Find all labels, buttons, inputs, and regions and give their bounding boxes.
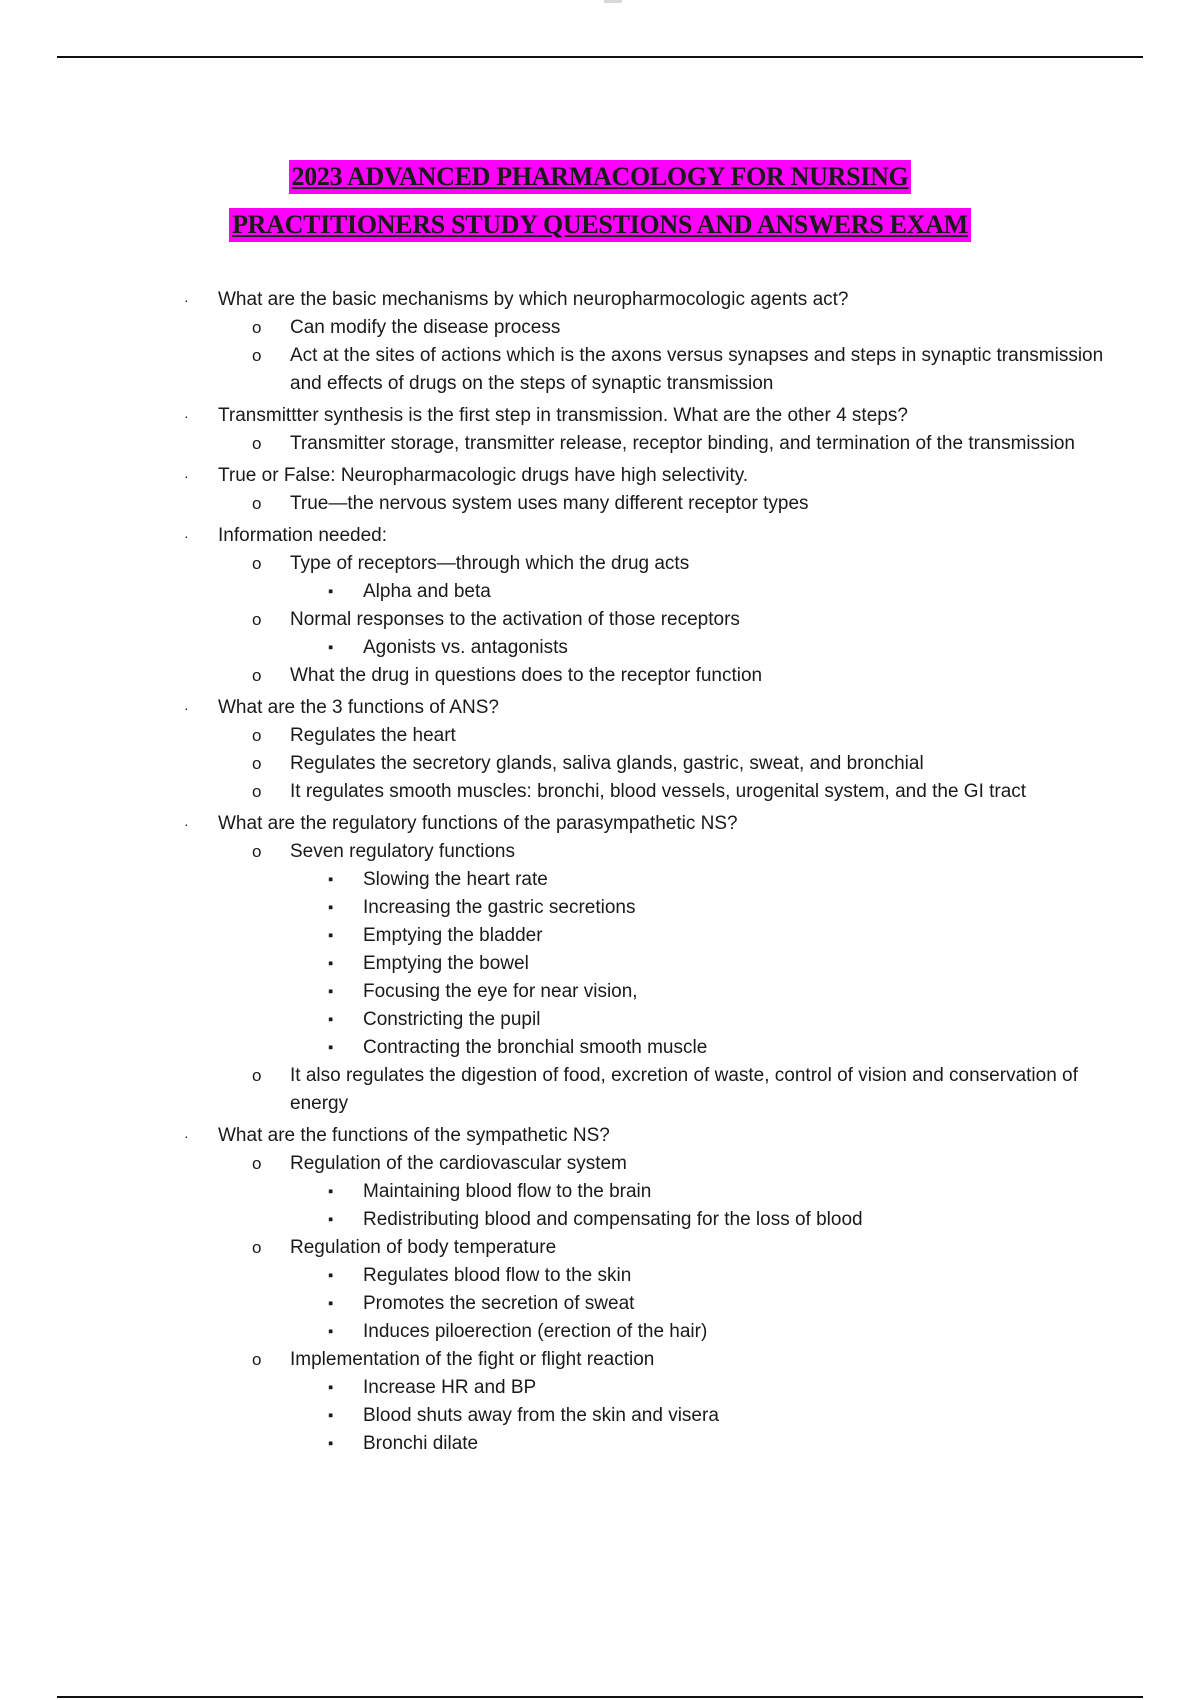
answer-item — [180, 1234, 1140, 1262]
answer-item — [180, 1062, 1140, 1118]
answer-text: Regulation of the cardiovascular system — [290, 1153, 627, 1174]
detail-text: Blood shuts away from the skin and visera — [363, 1405, 719, 1426]
answer-text: It also regulates the digestion of food, excretion of waste, control of vision and conservation of energy — [290, 1065, 1078, 1114]
square-bullet-icon: ▪ — [328, 1267, 334, 1284]
square-bullet-icon: ▪ — [328, 1407, 334, 1424]
question-item — [180, 1122, 1140, 1458]
square-bullet-icon: ▪ — [328, 1211, 334, 1228]
answer-text: Seven regulatory functions — [290, 841, 515, 862]
answer-text: Transmitter storage, transmitter release, receptor binding, and termination of the transmission — [290, 433, 1075, 454]
title-line-2: PRACTITIONERS STUDY QUESTIONS AND ANSWERS EXAM — [229, 208, 971, 242]
detail-text: Emptying the bowel — [363, 953, 529, 974]
square-bullet-icon: ▪ — [328, 927, 334, 944]
detail-text: Promotes the secretion of sweat — [363, 1293, 635, 1314]
answer-item — [180, 430, 1140, 458]
question-text: Information needed: — [218, 525, 388, 546]
answer-item — [180, 838, 1140, 866]
square-bullet-icon: ▪ — [328, 955, 334, 972]
circle-bullet-icon: o — [252, 1350, 262, 1369]
question-text: True or False: Neuropharmacologic drugs have high selectivity. — [218, 465, 749, 486]
detail-item — [180, 950, 1140, 978]
square-bullet-icon: ▪ — [328, 1183, 334, 1200]
answer-text: Can modify the disease process — [290, 317, 561, 338]
detail-text: Alpha and beta — [363, 581, 491, 602]
circle-bullet-icon: o — [252, 666, 262, 685]
circle-bullet-icon: o — [252, 782, 262, 801]
answer-text: Regulates the heart — [290, 725, 456, 746]
square-bullet-icon: ▪ — [328, 1011, 334, 1028]
circle-bullet-icon: o — [252, 1238, 262, 1257]
bullet-icon: · — [184, 700, 189, 716]
answer-item — [180, 490, 1140, 518]
detail-text: Induces piloerection (erection of the hair) — [363, 1321, 708, 1342]
answer-text: Normal responses to the activation of those receptors — [290, 609, 740, 630]
square-bullet-icon: ▪ — [328, 983, 334, 1000]
square-bullet-icon: ▪ — [328, 1039, 334, 1056]
detail-text: Emptying the bladder — [363, 925, 543, 946]
detail-item — [180, 894, 1140, 922]
detail-item — [180, 1318, 1140, 1346]
bullet-icon: · — [184, 408, 189, 424]
question-text: What are the 3 functions of ANS? — [218, 697, 499, 718]
square-bullet-icon: ▪ — [328, 1379, 334, 1396]
question-text: What are the functions of the sympathetic NS? — [218, 1125, 610, 1146]
bullet-icon: · — [184, 1128, 189, 1144]
answer-item — [180, 314, 1140, 342]
answer-item — [180, 1150, 1140, 1178]
detail-item — [180, 1430, 1140, 1458]
detail-item — [180, 1374, 1140, 1402]
answer-text: Implementation of the fight or flight reaction — [290, 1349, 655, 1370]
answer-text: Type of receptors—through which the drug acts — [290, 553, 690, 574]
detail-item — [180, 1034, 1140, 1062]
bullet-icon: · — [184, 468, 189, 484]
detail-text: Maintaining blood flow to the brain — [363, 1181, 652, 1202]
circle-bullet-icon: o — [252, 1154, 262, 1173]
circle-bullet-icon: o — [252, 754, 262, 773]
detail-item — [180, 1402, 1140, 1430]
answer-item — [180, 722, 1140, 750]
bullet-icon: · — [184, 292, 189, 308]
detail-item — [180, 1178, 1140, 1206]
answer-text: True—the nervous system uses many different receptor types — [290, 493, 809, 514]
circle-bullet-icon: o — [252, 346, 262, 365]
detail-item — [180, 866, 1140, 894]
detail-item — [180, 634, 1140, 662]
question-item — [180, 522, 1140, 690]
question-item — [180, 810, 1140, 1118]
question-item — [180, 286, 1140, 398]
detail-item — [180, 578, 1140, 606]
detail-text: Bronchi dilate — [363, 1433, 479, 1454]
square-bullet-icon: ▪ — [328, 1295, 334, 1312]
question-list — [180, 282, 1140, 1458]
question-item — [180, 694, 1140, 806]
detail-item — [180, 1290, 1140, 1318]
question-item — [180, 462, 1140, 518]
detail-text: Constricting the pupil — [363, 1009, 541, 1030]
document-title — [0, 160, 1200, 242]
answer-text: Regulation of body temperature — [290, 1237, 557, 1258]
circle-bullet-icon: o — [252, 554, 262, 573]
circle-bullet-icon: o — [252, 318, 262, 337]
square-bullet-icon: ▪ — [328, 583, 334, 600]
circle-bullet-icon: o — [252, 726, 262, 745]
square-bullet-icon: ▪ — [328, 899, 334, 916]
detail-text: Redistributing blood and compensating for the loss of blood — [363, 1209, 863, 1230]
detail-item — [180, 1206, 1140, 1234]
detail-text: Regulates blood flow to the skin — [363, 1265, 632, 1286]
question-text: What are the basic mechanisms by which neuropharmocologic agents act? — [218, 289, 849, 310]
answer-item — [180, 342, 1140, 398]
square-bullet-icon: ▪ — [328, 639, 334, 656]
answer-text: Act at the sites of actions which is the axons versus synapses and steps in synaptic transmission and effects of drugs on the steps of synaptic transmission — [290, 345, 1104, 394]
circle-bullet-icon: o — [252, 434, 262, 453]
answer-item — [180, 778, 1140, 806]
detail-item — [180, 1006, 1140, 1034]
detail-text: Contracting the bronchial smooth muscle — [363, 1037, 708, 1058]
detail-text: Agonists vs. antagonists — [363, 637, 568, 658]
answer-text: Regulates the secretory glands, saliva glands, gastric, sweat, and bronchial — [290, 753, 924, 774]
answer-text: It regulates smooth muscles: bronchi, blood vessels, urogenital system, and the GI tract — [290, 781, 1027, 802]
bottom-rule — [57, 1696, 1143, 1698]
detail-text: Slowing the heart rate — [363, 869, 548, 890]
circle-bullet-icon: o — [252, 842, 262, 861]
detail-text: Increase HR and BP — [363, 1377, 537, 1398]
bullet-icon: · — [184, 528, 189, 544]
circle-bullet-icon: o — [252, 494, 262, 513]
circle-bullet-icon: o — [252, 1066, 262, 1085]
answer-item — [180, 606, 1140, 634]
question-text: What are the regulatory functions of the parasympathetic NS? — [218, 813, 738, 834]
detail-text: Increasing the gastric secretions — [363, 897, 636, 918]
square-bullet-icon: ▪ — [328, 1435, 334, 1452]
square-bullet-icon: ▪ — [328, 1323, 334, 1340]
question-item — [180, 402, 1140, 458]
answer-item — [180, 1346, 1140, 1374]
answer-item — [180, 750, 1140, 778]
square-bullet-icon: ▪ — [328, 871, 334, 888]
top-rule — [57, 56, 1143, 58]
detail-item — [180, 922, 1140, 950]
bullet-icon: · — [184, 816, 189, 832]
answer-item — [180, 550, 1140, 578]
question-text: Transmittter synthesis is the first step in transmission. What are the other 4 steps? — [218, 405, 908, 426]
detail-item — [180, 1262, 1140, 1290]
answer-item — [180, 662, 1140, 690]
circle-bullet-icon: o — [252, 610, 262, 629]
header-mark — [604, 0, 622, 3]
title-line-1: 2023 ADVANCED PHARMACOLOGY FOR NURSING — [289, 160, 912, 194]
detail-item — [180, 978, 1140, 1006]
answer-text: What the drug in questions does to the receptor function — [290, 665, 763, 686]
detail-text: Focusing the eye for near vision, — [363, 981, 638, 1002]
